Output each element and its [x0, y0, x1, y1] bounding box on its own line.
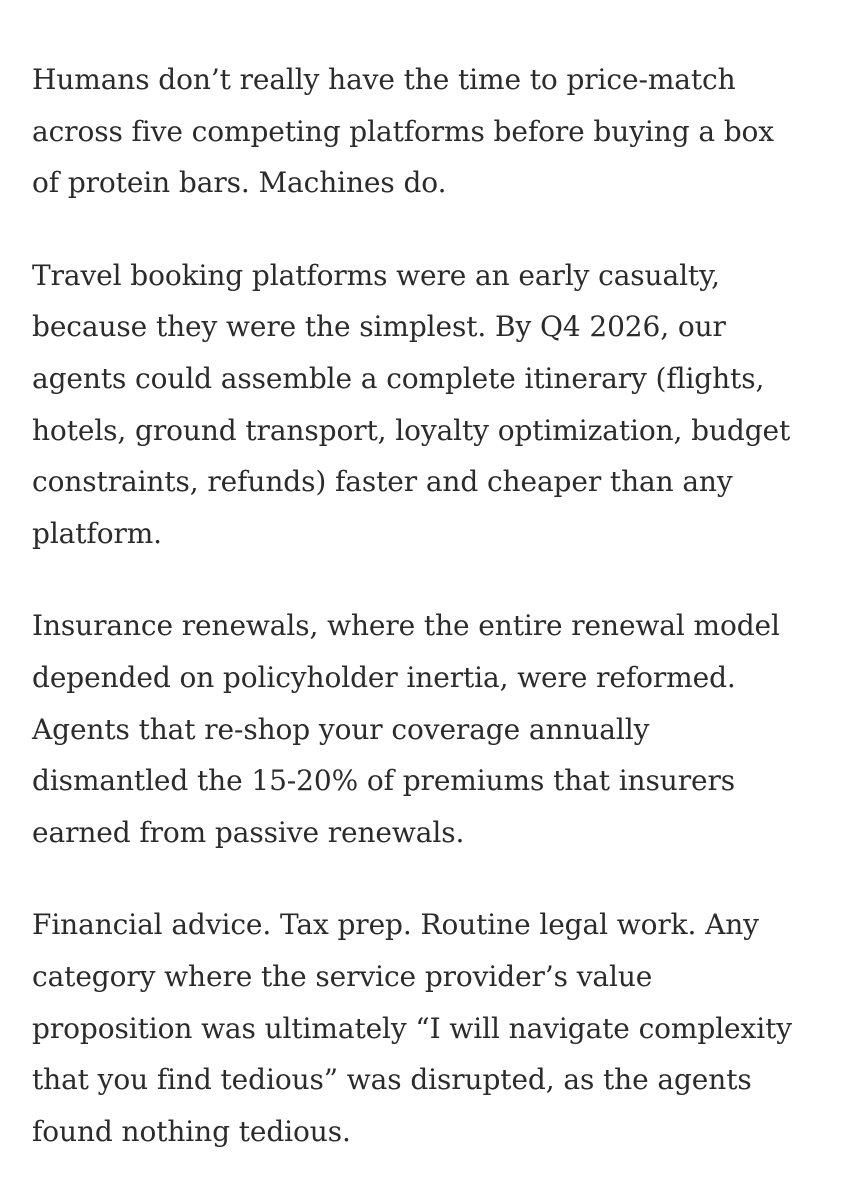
paragraph-line: Humans don’t really have the time to price-match: [32, 63, 736, 96]
paragraph-line: depended on policyholder inertia, were reformed.: [32, 660, 736, 694]
paragraph-line: Agents that re-shop your coverage annually: [32, 712, 650, 746]
paragraph-line: across five competing platforms before buying a box: [32, 114, 774, 148]
paragraph-line: Financial advice. Tax prep. Routine legal work. Any: [32, 908, 759, 942]
paragraph-price-matching: [32, 54, 822, 209]
paragraph-financial-advice: [32, 899, 822, 1157]
paragraph-line: category where the service provider’s value: [32, 959, 653, 993]
paragraph-line: found nothing tedious.: [32, 1114, 351, 1148]
paragraph-line: platform.: [32, 516, 162, 550]
paragraph-line: dismantled the 15-20% of premiums that insurers: [32, 764, 735, 798]
paragraph-line: hotels, ground transport, loyalty optimization, budget: [32, 413, 791, 447]
paragraph-line: proposition was ultimately “I will navigate complexity: [32, 1011, 792, 1045]
article-body: [32, 54, 822, 1198]
paragraph-line: constraints, refunds) faster and cheaper than any: [32, 465, 733, 499]
paragraph-line: because they were the simplest. By Q4 2026, our: [32, 310, 726, 344]
paragraph-line: Travel booking platforms were an early casualty,: [32, 258, 720, 292]
paragraph-insurance-renewals: [32, 600, 822, 858]
paragraph-line: earned from passive renewals.: [32, 815, 465, 849]
paragraph-line: Insurance renewals, where the entire renewal model: [32, 609, 780, 643]
paragraph-travel-booking: [32, 250, 822, 560]
paragraph-line: of protein bars. Machines do.: [32, 166, 447, 200]
paragraph-line: agents could assemble a complete itinerary (flights,: [32, 361, 765, 395]
paragraph-line: that you find tedious” was disrupted, as the agents: [32, 1063, 752, 1097]
